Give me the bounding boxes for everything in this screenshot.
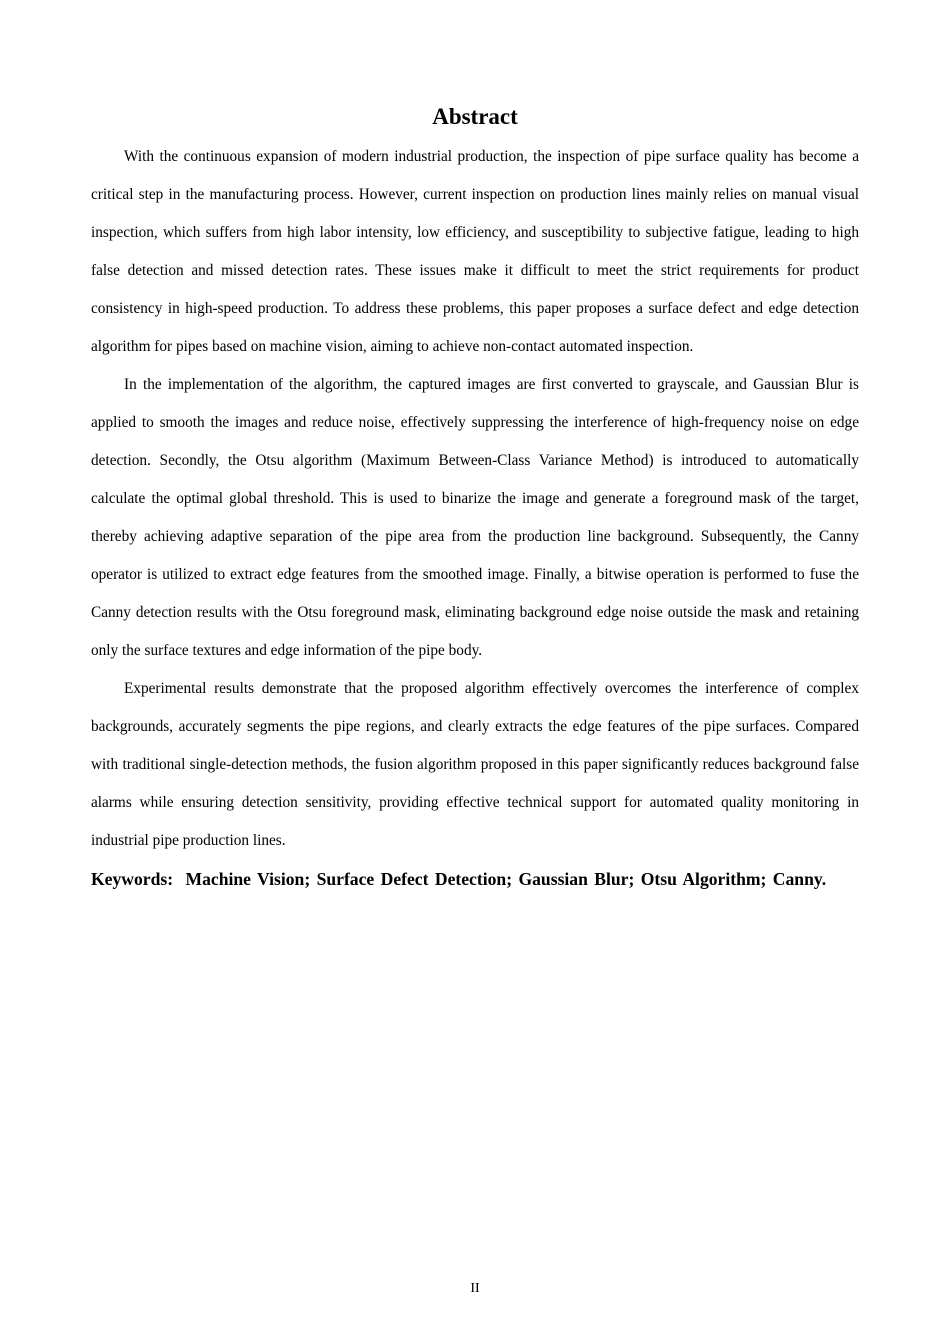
page-number: II [470,1281,480,1296]
abstract-paragraph-2: In the implementation of the algorithm, the captured images are first converted to grayscale, and Gaussian Blur is applied to smooth the images and reduce noise, effectively suppressing the interference of high-frequency noise on edge detection. Secondly, the Otsu algorithm (Maximum Between-Class Variance Method) is introduced to automatically calculate the optimal global threshold. This is used to binarize the image and generate a foreground mask of the target, thereby achieving adaptive separation of the pipe area from the production line background. Subsequently, the Canny operator is utilized to extract edge features from the smoothed image. Finally, a bitwise operation is performed to fuse the Canny detection results with the Otsu foreground mask, eliminating background edge noise outside the mask and retaining only the surface textures and edge information of the pipe body. [91,376,859,659]
abstract-title: Abstract [432,104,518,129]
document-page [91,100,859,898]
keywords-list: Machine Vision; Surface Defect Detection; Gaussian Blur; Otsu Algorithm; Canny. [185,869,827,889]
abstract-paragraph-1: With the continuous expansion of modern industrial production, the inspection of pipe surface quality has become a critical step in the manufacturing process. However, current inspection on production lines mainly relies on manual visual inspection, which suffers from high labor intensity, low efficiency, and susceptibility to subjective fatigue, leading to high false detection and missed detection rates. These issues make it difficult to meet the strict requirements for product consistency in high-speed production. To address these problems, this paper proposes a surface defect and edge detection algorithm for pipes based on machine vision, aiming to achieve non-contact automated inspection. [91,148,859,355]
keywords-line [91,860,859,898]
abstract-paragraph-3: Experimental results demonstrate that the proposed algorithm effectively overcomes the interference of complex backgrounds, accurately segments the pipe regions, and clearly extracts the edge features of the pipe surfaces. Compared with traditional single-detection methods, the fusion algorithm proposed in this paper significantly reduces background false alarms while ensuring detection sensitivity, providing effective technical support for automated quality monitoring in industrial pipe production lines. [91,680,859,849]
keywords-label: Keywords: [91,869,174,889]
